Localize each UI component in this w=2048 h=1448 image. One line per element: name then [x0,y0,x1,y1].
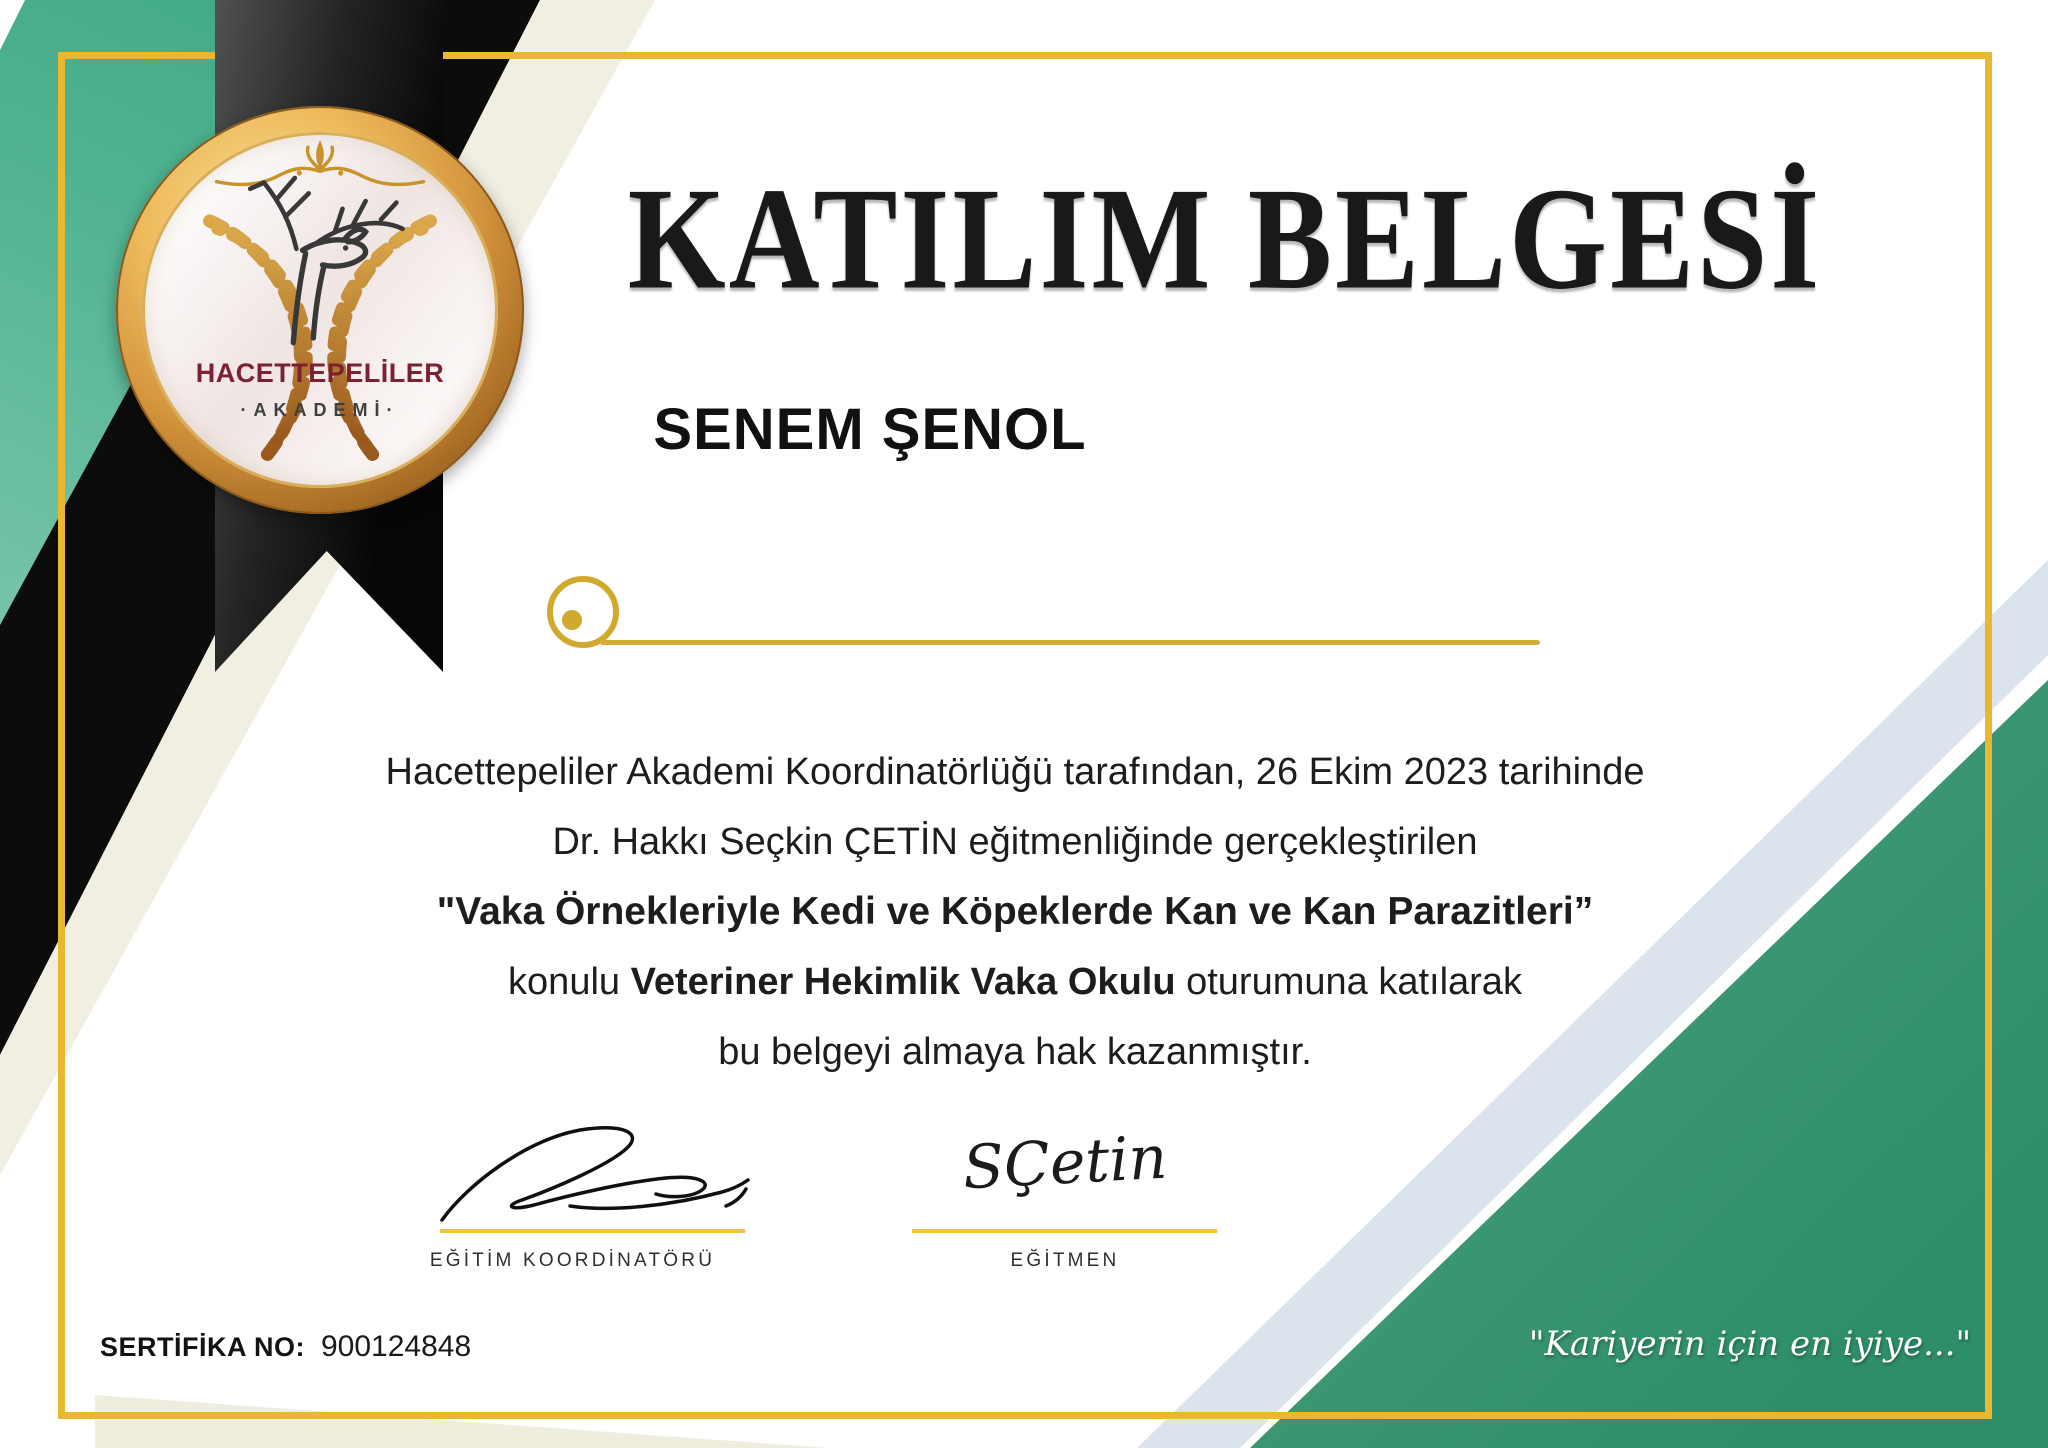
certificate-title: KATILIM BELGESİ [627,158,1823,321]
signature-line-left [440,1229,745,1233]
org-subtitle: ·AKADEMİ· [240,400,400,420]
certificate-no-value: 900124848 [321,1330,472,1363]
body-line-4-suffix: oturumuna katılarak [1175,961,1522,1003]
body-line-1: Hacettepeliler Akademi Koordinatörlüğü tarafından, 26 Ekim 2023 tarihinde [385,751,1645,793]
org-name: HACETTEPELİLER [195,358,445,388]
body-line-5: bu belgeyi almaya hak kazanmıştır. [718,1031,1312,1073]
body-line-4-bold: Veteriner Hekimlik Vaka Okulu [630,961,1176,1003]
signature-role-right: EĞİTMEN [1010,1250,1120,1271]
certificate-no-label: SERTİFİKA NO: [100,1332,305,1362]
tagline: "Kariyerin için en iyiye..." [1528,1324,1972,1364]
academy-seal [116,106,524,514]
signature-scribble-icon [430,1118,760,1238]
body-line-2: Dr. Hakkı Seçkin ÇETİN eğitmenliğinde gerçekleştirilen [552,821,1478,863]
name-underline-curl-dot [562,610,582,630]
recipient-name: SENEM ŞENOL [653,397,1087,462]
deer-icon [216,158,426,358]
body-text [120,737,1910,1087]
signature-line-right [912,1229,1217,1233]
name-underline [600,640,1540,645]
signature-script-right: SÇetin [961,1122,1169,1204]
body-line-4-prefix: konulu [508,961,631,1003]
signature-role-left: EĞİTİM KOORDİNATÖRÜ [429,1250,716,1271]
body-line-4 [120,947,1910,1017]
certificate-number [100,1330,471,1364]
body-line-3: "Vaka Örnekleriyle Kedi ve Köpeklerde Kan ve Kan Parazitleri” [436,890,1594,933]
name-underline-curl [547,576,619,648]
